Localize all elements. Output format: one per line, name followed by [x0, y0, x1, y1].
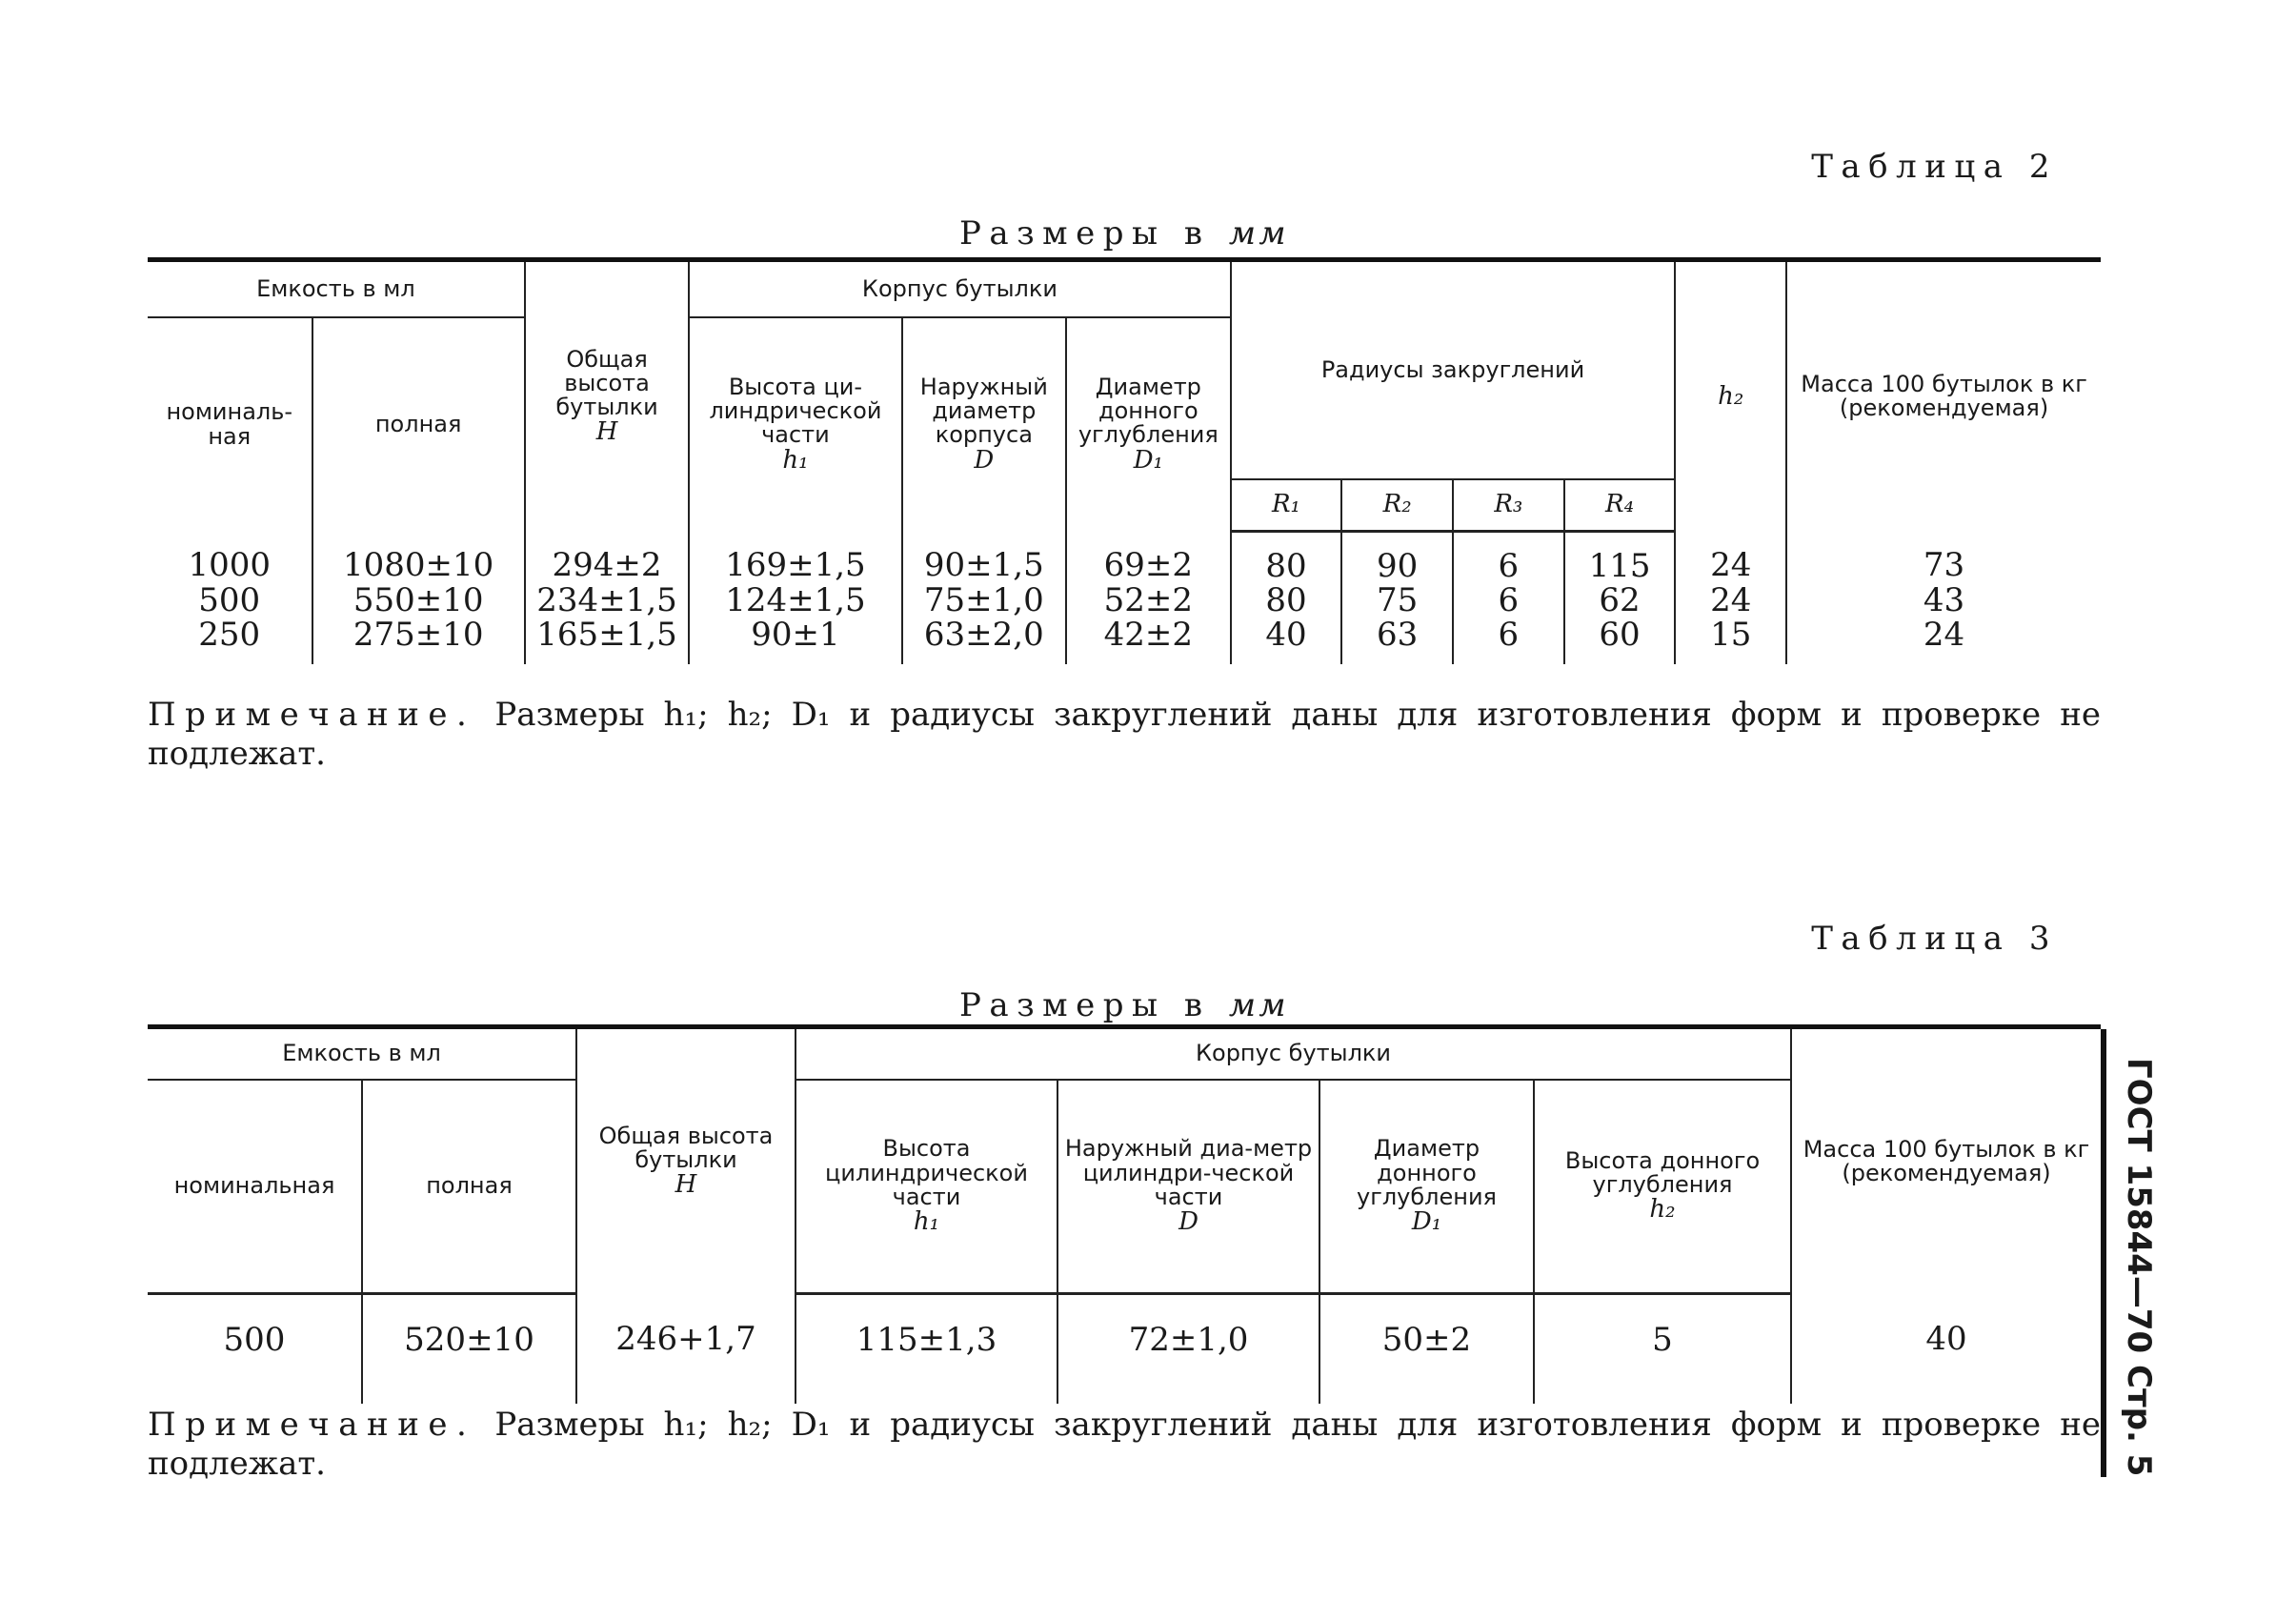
table-3-body	[148, 1294, 2101, 1404]
side-label-text: ГОСТ 15844—70 Стр. 5	[2120, 1058, 2158, 1477]
cell-h2: 15	[1675, 618, 1786, 664]
header-mass: Масса 100 бутылок в кг (рекомендуемая)	[1791, 1027, 2101, 1294]
table-2	[148, 257, 2101, 664]
table-2-body	[148, 532, 2101, 664]
cell-outer-diam: 90±1,5	[902, 532, 1067, 584]
cell-outer-diam: 72±1,0	[1057, 1294, 1319, 1404]
cell-r3: 6	[1453, 532, 1564, 584]
header-full: полная	[362, 1080, 576, 1294]
header-cyl-height-label: Высота ци-линдрической части	[709, 374, 882, 449]
cell-h2: 24	[1675, 532, 1786, 584]
header-r4-symbol: R₄	[1605, 490, 1635, 519]
header-body: Корпус бутылки	[689, 260, 1230, 317]
header-bottom-depth	[1534, 1080, 1791, 1294]
header-r1	[1231, 479, 1342, 532]
header-total-height-symbol: H	[675, 1170, 697, 1200]
header-bottom-depth-symbol: h₂	[1649, 1195, 1676, 1225]
header-total-height-label: Общая высота бутылки	[598, 1122, 774, 1174]
header-body: Корпус бутылки	[796, 1027, 1791, 1080]
cell-total-height: 294±2	[525, 532, 690, 584]
header-outer-diam-label: Наружный диаметр корпуса	[919, 374, 1048, 449]
table-row	[148, 1294, 2101, 1404]
cell-r4: 60	[1564, 618, 1676, 664]
cell-total-height: 234±1,5	[525, 584, 690, 618]
header-bottom-diam-symbol: D₁	[1411, 1206, 1442, 1236]
cell-mass: 43	[1786, 584, 2101, 618]
cell-r1: 80	[1231, 532, 1342, 584]
header-cyl-height-symbol: h₁	[782, 445, 809, 475]
cell-outer-diam: 63±2,0	[902, 618, 1067, 664]
cell-r1: 40	[1231, 618, 1342, 664]
header-bottom-diam-label: Диаметр донного углубления	[1078, 374, 1218, 449]
cell-mass: 24	[1786, 618, 2101, 664]
cell-cyl-height: 124±1,5	[689, 584, 901, 618]
header-r4	[1564, 479, 1676, 532]
cell-full: 550±10	[312, 584, 525, 618]
cell-cyl-height: 169±1,5	[689, 532, 901, 584]
cell-r2: 75	[1341, 584, 1453, 618]
note-label: Примечание.	[148, 1406, 476, 1444]
cell-full: 275±10	[312, 618, 525, 664]
header-r3-symbol: R₃	[1494, 490, 1523, 519]
header-outer-diam-symbol: D	[974, 445, 995, 475]
header-radii: Радиусы закруглений	[1231, 260, 1676, 479]
cell-h2: 24	[1675, 584, 1786, 618]
table-row	[148, 532, 2101, 584]
units-unit: мм	[1228, 214, 1290, 253]
header-r2	[1341, 479, 1453, 532]
cell-mass: 40	[1791, 1294, 2101, 1404]
header-total-height	[525, 260, 690, 532]
table-3-units	[148, 986, 2101, 1024]
cell-mass: 73	[1786, 532, 2101, 584]
header-capacity: Емкость в мл	[148, 1027, 576, 1080]
note-label: Примечание.	[148, 696, 476, 734]
cell-total-height: 246+1,7	[576, 1294, 796, 1404]
units-unit: мм	[1228, 986, 1290, 1024]
cell-r1: 80	[1231, 584, 1342, 618]
header-bottom-depth-label: Высота донного углубления	[1564, 1146, 1761, 1199]
header-nominal: номинальная	[148, 1080, 362, 1294]
cell-r3: 6	[1453, 618, 1564, 664]
header-r3	[1453, 479, 1564, 532]
header-cyl-height-symbol: h₁	[913, 1206, 940, 1236]
table-3-title: Таблица 3	[1811, 920, 2058, 958]
cell-outer-diam: 75±1,0	[902, 584, 1067, 618]
cell-total-height: 165±1,5	[525, 618, 690, 664]
header-r2-symbol: R₂	[1382, 490, 1412, 519]
note-text: Размеры h₁; h₂; D₁ и радиусы закруглений даны для изготовления форм и проверке не подлежат.	[148, 696, 2101, 773]
header-mass: Масса 100 бутылок в кг (рекомендуемая)	[1786, 260, 2101, 532]
note-text: Размеры h₁; h₂; D₁ и радиусы закруглений даны для изготовления форм и проверке не подлежат.	[148, 1406, 2101, 1483]
cell-r4: 115	[1564, 532, 1676, 584]
cell-r4: 62	[1564, 584, 1676, 618]
header-capacity: Емкость в мл	[148, 260, 525, 317]
table-row	[148, 618, 2101, 664]
units-prefix: Размеры в	[958, 214, 1211, 253]
cell-r3: 6	[1453, 584, 1564, 618]
cell-full: 520±10	[362, 1294, 576, 1404]
header-bottom-diam-label: Диаметр донного углубления	[1357, 1135, 1497, 1210]
table-3	[148, 1024, 2101, 1404]
cell-full: 1080±10	[312, 532, 525, 584]
cell-nominal: 1000	[148, 532, 312, 584]
header-bottom-diam-symbol: D₁	[1133, 445, 1163, 475]
header-outer-diam	[1057, 1080, 1319, 1294]
table-3-note	[148, 1406, 2101, 1484]
table-2-note	[148, 696, 2101, 774]
header-h2	[1675, 260, 1786, 532]
cell-bottom-diam: 69±2	[1066, 532, 1231, 584]
table-2-units	[148, 214, 2101, 253]
cell-bottom-diam: 52±2	[1066, 584, 1231, 618]
header-bottom-diam	[1319, 1080, 1534, 1294]
cell-nominal: 500	[148, 1294, 362, 1404]
header-nominal: номиналь-ная	[148, 317, 312, 532]
cell-cyl-height: 90±1	[689, 618, 901, 664]
header-outer-diam-symbol: D	[1178, 1206, 1198, 1236]
header-total-height-symbol: H	[595, 417, 618, 447]
header-h2-symbol: h₂	[1718, 381, 1744, 411]
header-cyl-height	[796, 1080, 1057, 1294]
cell-bottom-diam: 50±2	[1319, 1294, 1534, 1404]
cell-r2: 90	[1341, 532, 1453, 584]
cell-bottom-diam: 42±2	[1066, 618, 1231, 664]
header-outer-diam-label: Наружный диа-метр цилиндри-ческой части	[1064, 1135, 1313, 1210]
units-prefix: Размеры в	[958, 986, 1211, 1024]
table-row	[148, 584, 2101, 618]
document-side-label	[2101, 1029, 2158, 1477]
header-total-height-label: Общая высота бутылки	[555, 345, 658, 421]
cell-nominal: 500	[148, 584, 312, 618]
header-bottom-diam	[1066, 317, 1231, 532]
cell-cyl-height: 115±1,3	[796, 1294, 1057, 1404]
header-cyl-height	[689, 317, 901, 532]
table-2-title: Таблица 2	[1811, 148, 2058, 186]
header-outer-diam	[902, 317, 1067, 532]
cell-r2: 63	[1341, 618, 1453, 664]
header-total-height	[576, 1027, 796, 1294]
header-full: полная	[312, 317, 525, 532]
cell-bottom-depth: 5	[1534, 1294, 1791, 1404]
cell-nominal: 250	[148, 618, 312, 664]
header-cyl-height-label: Высота цилиндрической части	[825, 1135, 1028, 1210]
header-r1-symbol: R₁	[1271, 490, 1300, 519]
